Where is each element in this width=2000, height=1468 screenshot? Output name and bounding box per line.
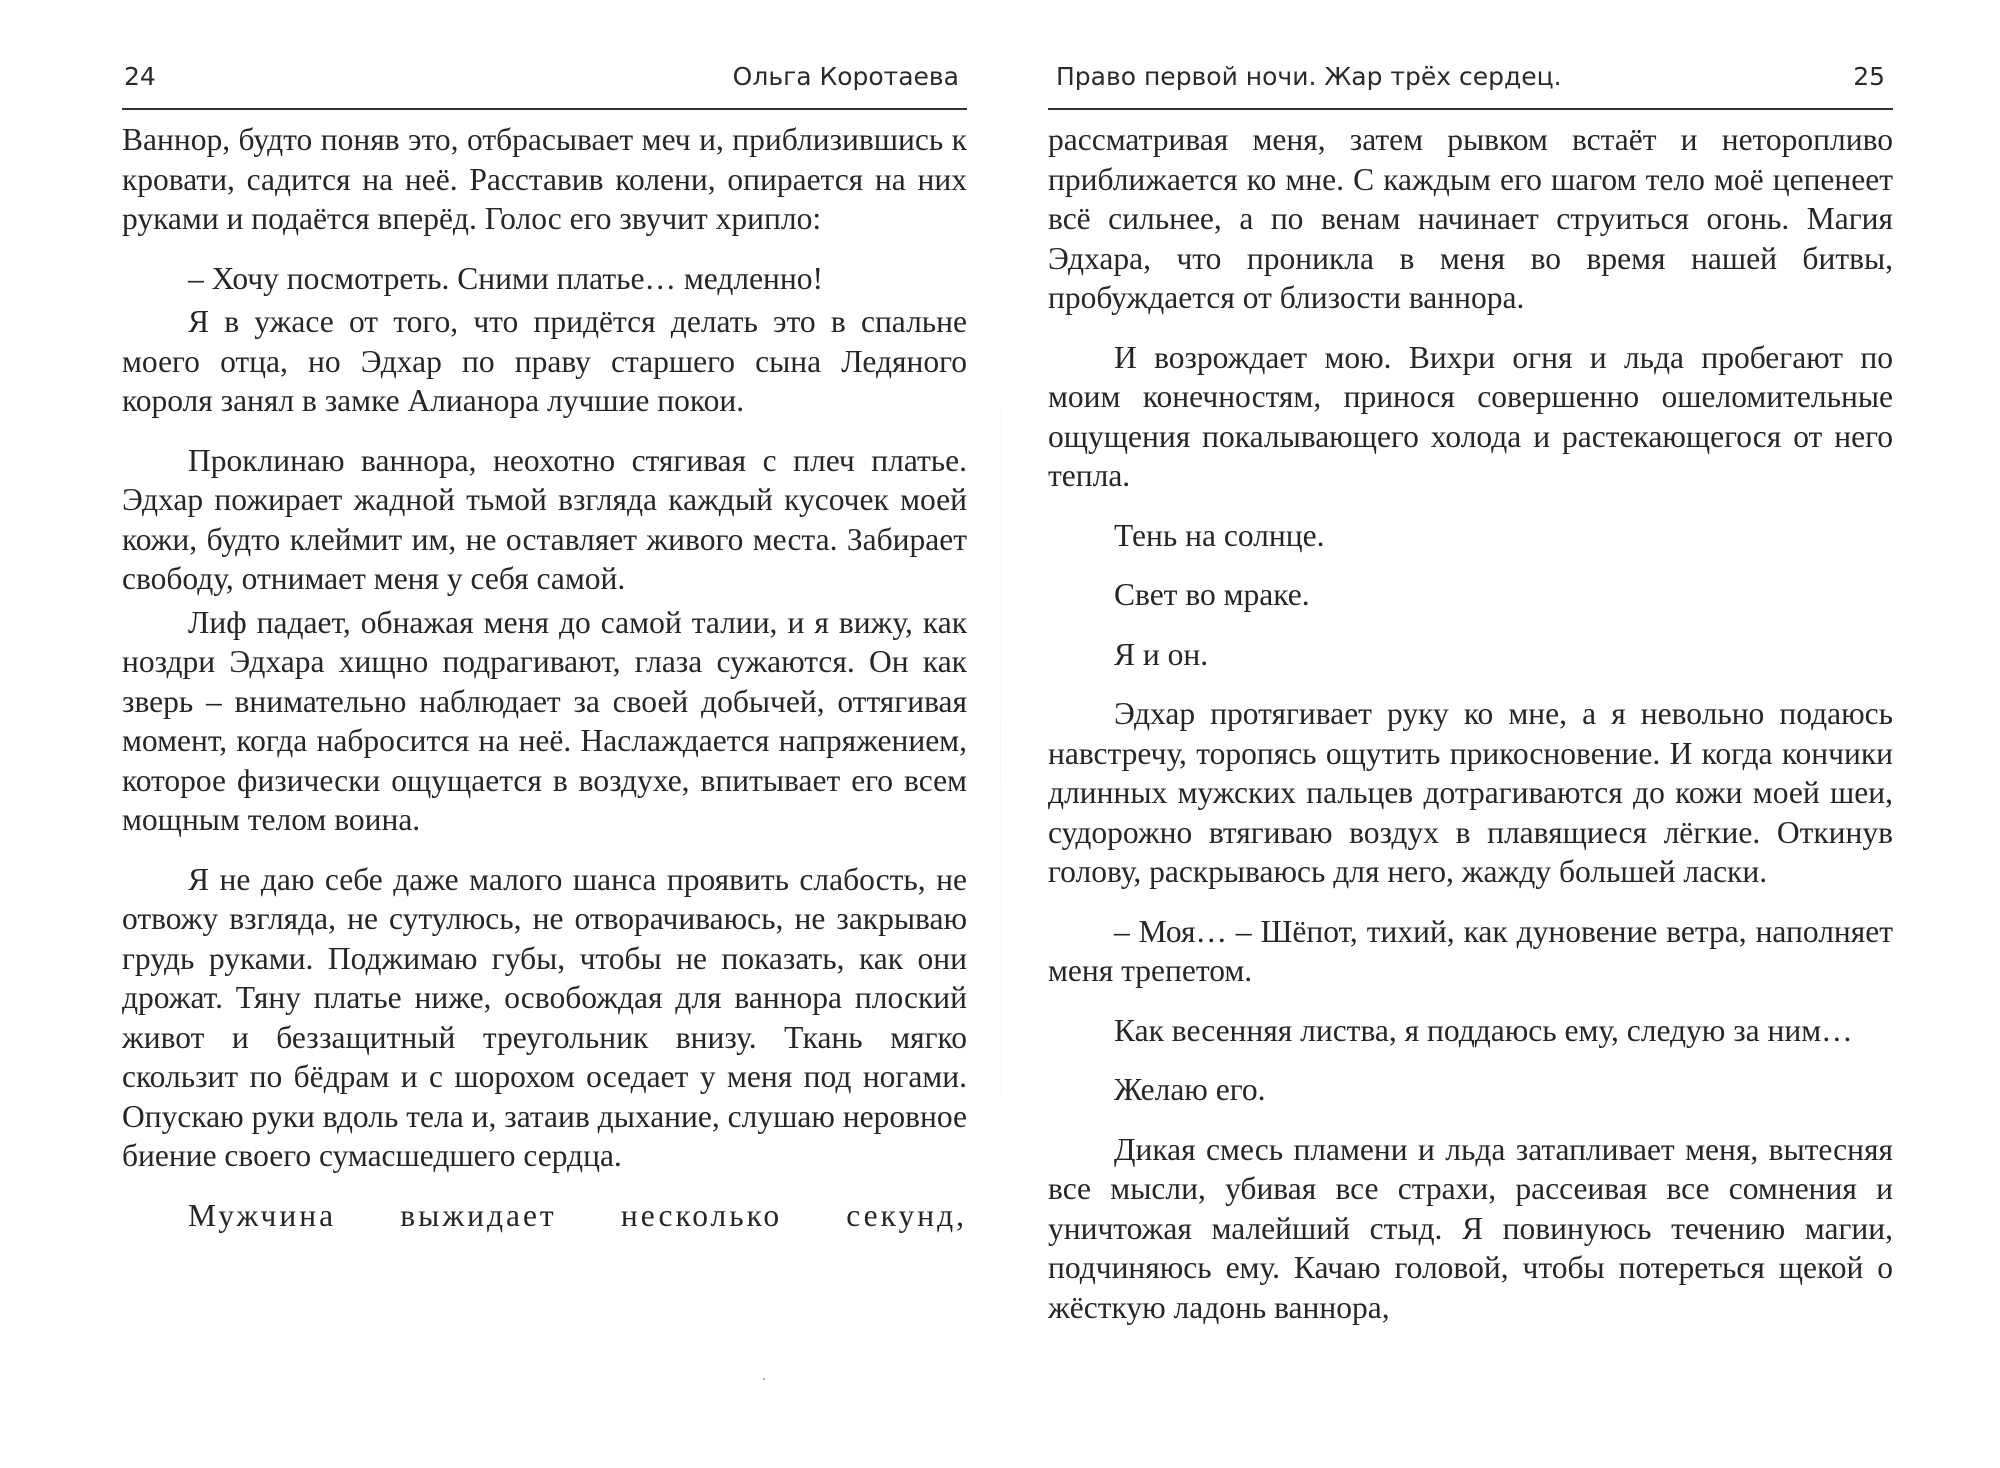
left-paragraph-1: Ваннор, будто поняв это, отбрасывает меч и, приблизившись к кровати, садится на неё. Расставив колени, опирается на них руками и подаётся вперёд. Голос его звучит хрипло: [122,122,967,236]
left-paragraph-2: – Хочу посмотреть. Сними платье… медленно! [188,260,823,296]
right-paragraph-6: Эдхар протягивает руку ко мне, а я невольно подаюсь навстречу, торопясь ощутить прикосновение. И когда кончики длинных мужских пальцев дотрагиваются до кожи моей шеи, судорожно втягиваю воздух в плавящиеся лёгкие. Откинув голову, раскрываюсь для него, жажду большей ласки. [1048,696,1893,889]
right-running-head [1048,58,1893,110]
left-paragraph-3: Я в ужасе от того, что придётся делать это в спальне моего отца, но Эдхар по праву старшего сына Ледяного короля занял в замке Алианора лучшие покои. [122,304,967,418]
right-paragraph-9: Желаю его. [1114,1072,1266,1107]
left-paragraph-4: Проклинаю ваннора, неохотно стягивая с плеч платье. Эдхар пожирает жадной тьмой взгляда каждый кусочек моей кожи, будто клеймит им, не оставляет живого места. Забирает свободу, отнимает меня у себя самой. [122,442,967,596]
left-running-head [122,58,967,110]
right-paragraph-10: Дикая смесь пламени и льда затапливает меня, вытесняя все мысли, убивая все страхи, рассеивая все сомнения и уничтожая малейший стыд. Я повинуюсь течению магии, подчиняюсь ему. Качаю головой, чтобы потереться щекой о жёсткую ладонь ваннора, [1048,1131,1893,1325]
left-body-text [122,120,967,1235]
right-paragraph-2: И возрождает мою. Вихри огня и льда пробегают по моим конечностям, принося совершенно ошеломительные ощущения покалывающего холода и растекающегося от него тепла. [1048,339,1893,493]
right-paragraph-8: Как весенняя листва, я поддаюсь ему, следую за ним… [1114,1012,1853,1048]
right-page [1000,0,2000,1468]
left-paragraph-5: Лиф падает, обнажая меня до самой талии, и я вижу, как ноздри Эдхара хищно подрагивают, глаза сужаются. Он как зверь – внимательно наблюдает за своей добычей, оттягивая момент, когда набросится на неё. Наслаждается напряжением, которое физически ощущается в воздухе, впитывает его всем мощным телом воина. [122,604,967,837]
left-paragraph-6: Я не даю себе даже малого шанса проявить слабость, не отвожу взгляда, не сутулюсь, не отворачиваюсь, не закрываю грудь руками. Поджимаю губы, чтобы не показать, как они дрожат. Тяну платье ниже, освобождая для ваннора плоский живот и беззащитный треугольник внизу. Ткань мягко скользит по бёдрам и с шорохом оседает у меня под ногами. Опускаю руки вдоль тела и, затаив дыхание, слушаю неровное биение своего сумасшедшего сердца. [122,861,967,1173]
right-paragraph-3: Тень на солнце. [1114,517,1325,553]
right-book-title: Право первой ночи. Жар трёх сердец. [1056,62,1562,91]
left-page-number: 24 [124,62,156,91]
left-paragraph-7: Мужчина выжидает несколько секунд, [188,1197,967,1233]
right-paragraph-4: Свет во мраке. [1114,577,1310,612]
right-paragraph-5: Я и он. [1114,636,1209,672]
right-paragraph-7: – Моя… – Шёпот, тихий, как дуновение ветра, наполняет меня трепетом. [1048,913,1893,988]
print-speck [763,1378,765,1380]
right-paragraph-1: рассматривая меня, затем рывком встаёт и неторопливо приближается ко мне. С каждым его шагом тело моё цепенеет всё сильнее, а по венам начинает струиться огонь. Магия Эдхара, что проникла в меня во время нашей битвы, пробуждается от близости ваннора. [1048,122,1893,315]
left-author-name: Ольга Коротаева [732,62,959,91]
right-body-text [1048,120,1893,1327]
right-page-number: 25 [1853,62,1885,91]
